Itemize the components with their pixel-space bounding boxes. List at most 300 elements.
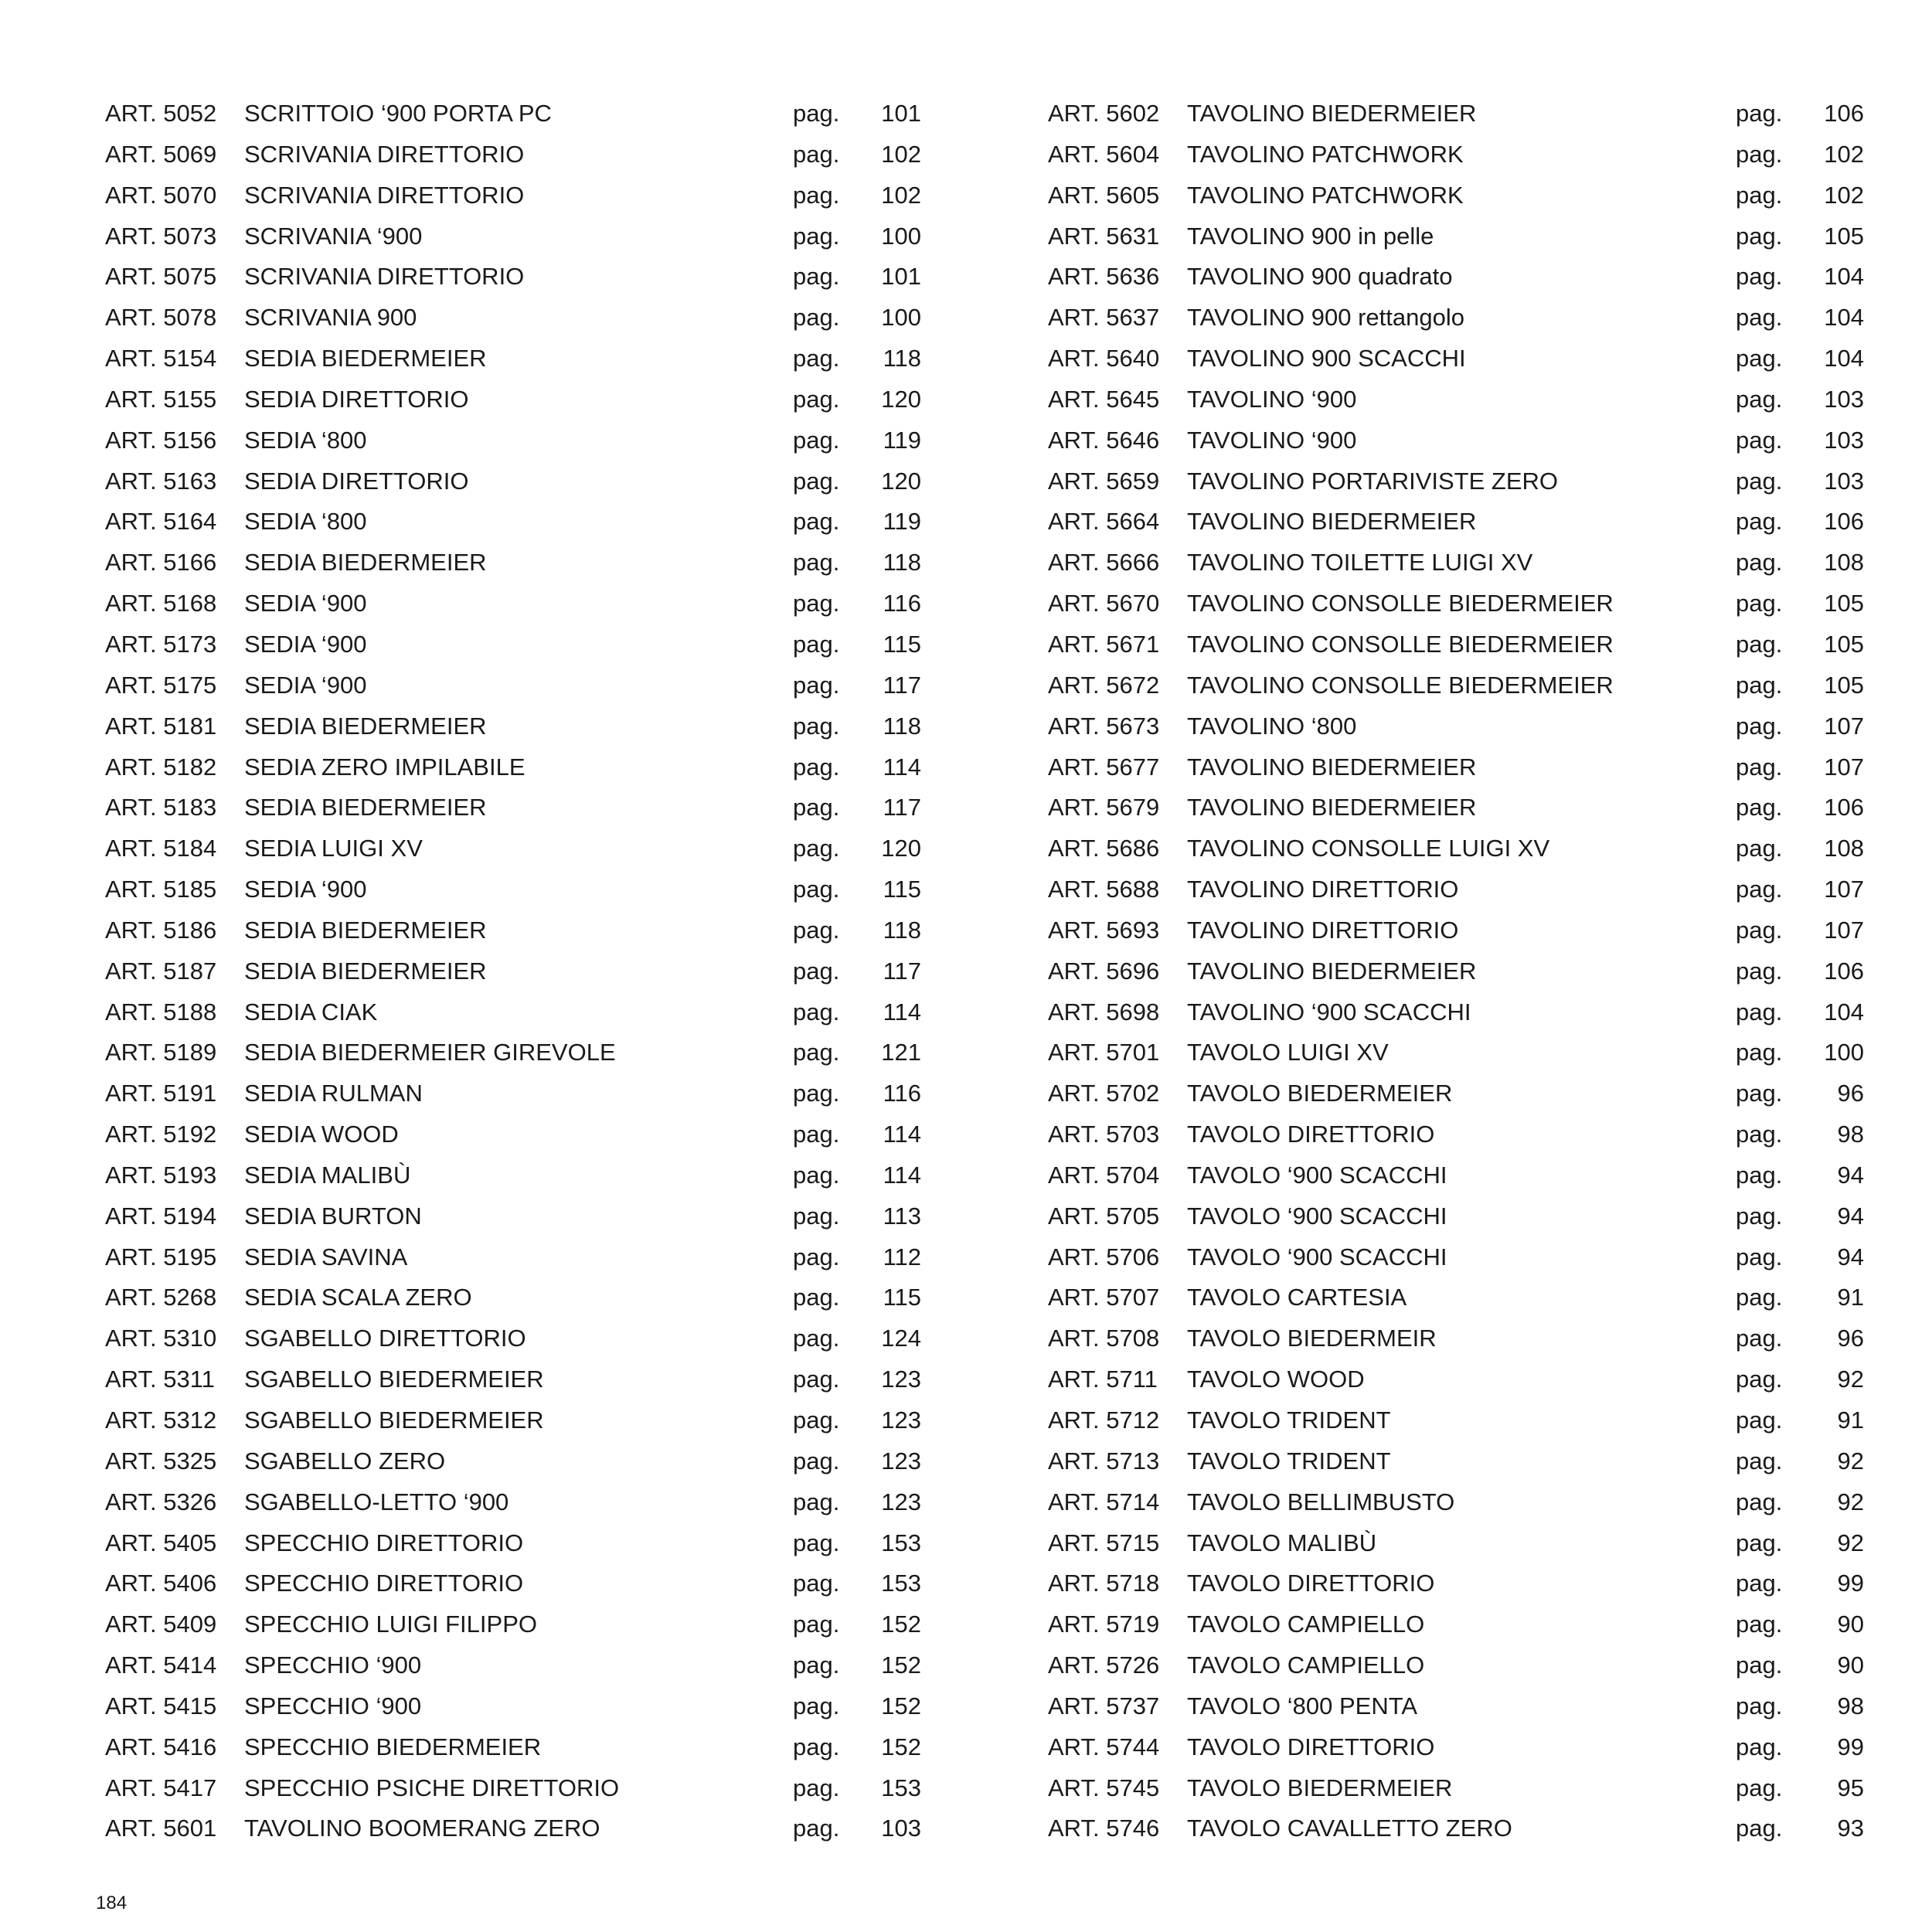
page-label: pag. [1736, 304, 1783, 332]
page-ref: 152 [881, 1651, 921, 1679]
page-ref: 95 [1837, 1774, 1864, 1801]
article-name: SGABELLO-LETTO ‘900 [244, 1488, 509, 1515]
article-name: SCRIVANIA ‘900 [244, 222, 423, 250]
page-label: pag. [793, 1121, 840, 1148]
page-ref: 114 [883, 753, 921, 781]
page-ref: 123 [881, 1447, 921, 1475]
page-ref: 153 [881, 1529, 921, 1556]
page-ref: 118 [883, 712, 921, 740]
article-code: ART. 5312 [105, 1406, 217, 1434]
article-name: TAVOLO CAMPIELLO [1187, 1611, 1425, 1638]
article-name: TAVOLO ‘800 PENTA [1187, 1692, 1418, 1719]
article-code: ART. 5073 [105, 222, 217, 250]
page-ref: 105 [1824, 222, 1864, 250]
page-label: pag. [1736, 385, 1783, 413]
page-ref: 124 [881, 1325, 921, 1352]
index-row [105, 298, 947, 338]
index-row [1048, 787, 1890, 828]
page-ref: 117 [883, 671, 921, 699]
page-ref: 107 [1824, 712, 1864, 740]
page-label: pag. [793, 712, 840, 740]
article-code: ART. 5711 [1048, 1366, 1158, 1393]
article-name: SPECCHIO ‘900 [244, 1651, 422, 1679]
page-label: pag. [793, 222, 840, 250]
article-name: SPECCHIO ‘900 [244, 1692, 422, 1719]
article-name: SEDIA ‘900 [244, 630, 367, 658]
page-label: pag. [1736, 1529, 1783, 1556]
article-name: SEDIA WOOD [244, 1121, 399, 1148]
page-ref: 115 [883, 630, 921, 658]
article-name: SCRIVANIA DIRETTORIO [244, 263, 525, 291]
article-name: TAVOLINO ‘800 [1187, 712, 1357, 740]
page-label: pag. [1736, 100, 1783, 127]
page-ref: 106 [1824, 100, 1864, 127]
page-label: pag. [793, 1284, 840, 1311]
page-label: pag. [1736, 1611, 1783, 1638]
article-name: TAVOLINO BIEDERMEIER [1187, 957, 1477, 985]
article-name: SGABELLO BIEDERMEIER [244, 1406, 544, 1434]
page-ref: 102 [1824, 140, 1864, 168]
index-row [1048, 1523, 1890, 1564]
page-ref: 119 [883, 426, 921, 454]
article-name: TAVOLINO PATCHWORK [1187, 140, 1464, 168]
page-ref: 104 [1824, 263, 1864, 291]
article-code: ART. 5646 [1048, 426, 1160, 454]
article-name: TAVOLO BIEDERMEIR [1187, 1325, 1437, 1352]
index-row [1048, 94, 1890, 134]
index-row [105, 1155, 947, 1196]
index-row [1048, 1237, 1890, 1278]
page-ref: 92 [1837, 1529, 1864, 1556]
article-name: SPECCHIO PSICHE DIRETTORIO [244, 1774, 620, 1801]
page-label: pag. [793, 1447, 840, 1475]
page-label: pag. [1736, 1325, 1783, 1352]
article-code: ART. 5406 [105, 1570, 217, 1597]
article-name: TAVOLINO DIRETTORIO [1187, 876, 1459, 903]
article-code: ART. 5715 [1048, 1529, 1160, 1556]
index-row [1048, 379, 1890, 420]
index-row [1048, 461, 1890, 502]
page-ref: 104 [1824, 998, 1864, 1026]
article-name: SEDIA BIEDERMEIER [244, 957, 487, 985]
article-name: TAVOLINO ‘900 SCACCHI [1187, 998, 1471, 1026]
index-row [105, 665, 947, 706]
article-code: ART. 5414 [105, 1651, 217, 1679]
index-row [105, 420, 947, 461]
page-ref: 120 [881, 835, 921, 862]
index-row [105, 992, 947, 1033]
page-label: pag. [1736, 140, 1783, 168]
page-label: pag. [1736, 345, 1783, 372]
index-row [1048, 1563, 1890, 1604]
article-name: SCRIVANIA 900 [244, 304, 417, 332]
page-label: pag. [1736, 753, 1783, 781]
article-code: ART. 5154 [105, 345, 217, 372]
page-label: pag. [1736, 1202, 1783, 1230]
article-name: TAVOLO TRIDENT [1187, 1406, 1391, 1434]
page-label: pag. [1736, 1161, 1783, 1189]
article-name: TAVOLO MALIBÙ [1187, 1529, 1377, 1556]
page-label: pag. [793, 1366, 840, 1393]
page-ref: 90 [1837, 1651, 1864, 1679]
article-code: ART. 5193 [105, 1161, 217, 1189]
index-row [1048, 1032, 1890, 1073]
article-name: TAVOLO CAMPIELLO [1187, 1651, 1425, 1679]
page-ref: 100 [881, 222, 921, 250]
page-label: pag. [793, 263, 840, 291]
index-row [105, 338, 947, 379]
index-row [105, 706, 947, 747]
article-code: ART. 5187 [105, 957, 217, 985]
article-name: SEDIA ‘800 [244, 508, 367, 536]
article-name: TAVOLINO ‘900 [1187, 426, 1357, 454]
article-code: ART. 5666 [1048, 549, 1160, 577]
article-name: SGABELLO DIRETTORIO [244, 1325, 526, 1352]
index-row [105, 1563, 947, 1604]
article-name: SEDIA DIRETTORIO [244, 385, 469, 413]
page-label: pag. [793, 181, 840, 209]
article-code: ART. 5417 [105, 1774, 217, 1801]
article-code: ART. 5195 [105, 1243, 217, 1270]
index-row [1048, 1318, 1890, 1359]
index-column-right [1048, 94, 1890, 1849]
page-label: pag. [793, 1243, 840, 1270]
index-row [105, 1400, 947, 1441]
page-label: pag. [793, 345, 840, 372]
index-row [105, 951, 947, 992]
page-label: pag. [793, 876, 840, 903]
page-ref: 114 [883, 998, 921, 1026]
page-ref: 108 [1824, 835, 1864, 862]
page-ref: 114 [883, 1121, 921, 1148]
article-code: ART. 5744 [1048, 1733, 1160, 1760]
page-ref: 113 [883, 1202, 921, 1230]
page-label: pag. [1736, 794, 1783, 821]
article-code: ART. 5688 [1048, 876, 1160, 903]
article-code: ART. 5155 [105, 385, 217, 413]
page-ref: 115 [883, 876, 921, 903]
article-code: ART. 5052 [105, 100, 217, 127]
index-row [105, 502, 947, 543]
article-code: ART. 5696 [1048, 957, 1160, 985]
article-code: ART. 5702 [1048, 1080, 1160, 1107]
index-row [1048, 257, 1890, 298]
article-code: ART. 5602 [1048, 100, 1160, 127]
page-ref: 112 [883, 1243, 921, 1270]
index-row [1048, 1645, 1890, 1686]
page-label: pag. [793, 794, 840, 821]
article-code: ART. 5188 [105, 998, 217, 1026]
article-code: ART. 5659 [1048, 467, 1160, 495]
article-code: ART. 5672 [1048, 671, 1160, 699]
index-row [1048, 1768, 1890, 1809]
article-code: ART. 5671 [1048, 630, 1160, 658]
page-label: pag. [793, 1692, 840, 1719]
page-label: pag. [793, 1815, 840, 1842]
index-row [1048, 543, 1890, 583]
page-label: pag. [793, 140, 840, 168]
page-ref: 106 [1824, 957, 1864, 985]
page-ref: 116 [883, 590, 921, 617]
page-ref: 103 [881, 1815, 921, 1842]
index-row [1048, 1277, 1890, 1318]
page-ref: 100 [881, 304, 921, 332]
page-ref: 104 [1824, 304, 1864, 332]
article-name: TAVOLINO CONSOLLE BIEDERMEIER [1187, 671, 1614, 699]
article-code: ART. 5705 [1048, 1202, 1160, 1230]
page-ref: 116 [883, 1080, 921, 1107]
article-name: TAVOLINO 900 rettangolo [1187, 304, 1464, 332]
page-label: pag. [793, 630, 840, 658]
page-ref: 102 [1824, 181, 1864, 209]
page-ref: 101 [881, 100, 921, 127]
index-row [105, 624, 947, 665]
page-ref: 105 [1824, 671, 1864, 699]
article-name: TAVOLINO TOILETTE LUIGI XV [1187, 549, 1533, 577]
page-ref: 93 [1837, 1815, 1864, 1842]
page-label: pag. [793, 753, 840, 781]
page-ref: 114 [883, 1161, 921, 1189]
page-ref: 117 [883, 794, 921, 821]
index-row [105, 747, 947, 788]
page-ref: 102 [881, 181, 921, 209]
page-ref: 105 [1824, 630, 1864, 658]
page-ref: 92 [1837, 1488, 1864, 1515]
index-row [1048, 706, 1890, 747]
article-code: ART. 5181 [105, 712, 217, 740]
index-row [105, 543, 947, 583]
page-ref: 123 [881, 1406, 921, 1434]
article-code: ART. 5078 [105, 304, 217, 332]
article-name: SEDIA LUIGI XV [244, 835, 423, 862]
page-ref: 123 [881, 1488, 921, 1515]
article-name: TAVOLINO CONSOLLE LUIGI XV [1187, 835, 1550, 862]
article-code: ART. 5640 [1048, 345, 1160, 372]
page-ref: 120 [881, 385, 921, 413]
page-ref: 103 [1824, 467, 1864, 495]
article-name: TAVOLINO DIRETTORIO [1187, 916, 1459, 944]
article-code: ART. 5679 [1048, 794, 1160, 821]
index-row [105, 1237, 947, 1278]
article-code: ART. 5069 [105, 140, 217, 168]
article-name: SEDIA ‘800 [244, 426, 367, 454]
article-name: SEDIA BIEDERMEIER [244, 549, 487, 577]
article-name: SPECCHIO LUIGI FILIPPO [244, 1611, 537, 1638]
article-name: SEDIA SAVINA [244, 1243, 408, 1270]
article-name: TAVOLINO BIEDERMEIER [1187, 100, 1477, 127]
article-code: ART. 5184 [105, 835, 217, 862]
index-row [105, 1196, 947, 1237]
article-name: SGABELLO BIEDERMEIER [244, 1366, 544, 1393]
page-ref: 152 [881, 1611, 921, 1638]
page-ref: 107 [1824, 876, 1864, 903]
page-label: pag. [1736, 181, 1783, 209]
page-ref: 99 [1837, 1733, 1864, 1760]
page-ref: 104 [1824, 345, 1864, 372]
page-ref: 118 [883, 916, 921, 944]
index-row [1048, 1359, 1890, 1400]
page-label: pag. [1736, 1488, 1783, 1515]
index-row [1048, 216, 1890, 257]
index-row [105, 461, 947, 502]
page-number: 184 [96, 1893, 128, 1913]
index-row [105, 379, 947, 420]
page-ref: 106 [1824, 794, 1864, 821]
article-code: ART. 5605 [1048, 181, 1160, 209]
page-ref: 152 [881, 1692, 921, 1719]
page-ref: 107 [1824, 916, 1864, 944]
article-code: ART. 5704 [1048, 1161, 1160, 1189]
article-name: TAVOLO CAVALLETTO ZERO [1187, 1815, 1512, 1842]
article-code: ART. 5604 [1048, 140, 1160, 168]
page-ref: 96 [1837, 1325, 1864, 1352]
article-name: SEDIA RULMAN [244, 1080, 423, 1107]
index-row [1048, 1073, 1890, 1114]
page-label: pag. [793, 385, 840, 413]
index-row [105, 828, 947, 869]
article-code: ART. 5693 [1048, 916, 1160, 944]
article-code: ART. 5173 [105, 630, 217, 658]
page-label: pag. [793, 916, 840, 944]
article-name: SEDIA MALIBÙ [244, 1161, 411, 1189]
article-name: TAVOLO BIEDERMEIER [1187, 1774, 1453, 1801]
page-label: pag. [793, 1733, 840, 1760]
page-label: pag. [1736, 1366, 1783, 1393]
article-name: TAVOLINO BIEDERMEIER [1187, 508, 1477, 536]
article-name: SPECCHIO DIRETTORIO [244, 1529, 524, 1556]
index-row [105, 583, 947, 624]
article-code: ART. 5168 [105, 590, 217, 617]
article-name: SEDIA CIAK [244, 998, 378, 1026]
index-row [1048, 420, 1890, 461]
index-row [1048, 1155, 1890, 1196]
page-label: pag. [793, 1161, 840, 1189]
page-label: pag. [1736, 222, 1783, 250]
page-ref: 96 [1837, 1080, 1864, 1107]
index-row [1048, 951, 1890, 992]
article-name: SEDIA BURTON [244, 1202, 422, 1230]
page-label: pag. [1736, 1447, 1783, 1475]
index-row [105, 1359, 947, 1400]
article-name: TAVOLO DIRETTORIO [1187, 1733, 1435, 1760]
page-label: pag. [793, 508, 840, 536]
page-ref: 123 [881, 1366, 921, 1393]
article-name: TAVOLINO BIEDERMEIER [1187, 794, 1477, 821]
index-row [105, 216, 947, 257]
page-label: pag. [1736, 1570, 1783, 1597]
article-code: ART. 5186 [105, 916, 217, 944]
article-code: ART. 5156 [105, 426, 217, 454]
page-label: pag. [793, 1039, 840, 1066]
index-row [1048, 1482, 1890, 1523]
page-ref: 94 [1837, 1202, 1864, 1230]
page-label: pag. [1736, 1243, 1783, 1270]
article-name: SEDIA DIRETTORIO [244, 467, 469, 495]
page-label: pag. [793, 957, 840, 985]
article-code: ART. 5164 [105, 508, 217, 536]
article-code: ART. 5645 [1048, 385, 1160, 413]
page-ref: 99 [1837, 1570, 1864, 1597]
page-label: pag. [793, 549, 840, 577]
article-name: TAVOLO TRIDENT [1187, 1447, 1391, 1475]
index-row [1048, 665, 1890, 706]
index-row [105, 1768, 947, 1809]
page-ref: 153 [881, 1570, 921, 1597]
index-row [105, 1441, 947, 1482]
article-name: TAVOLO ‘900 SCACCHI [1187, 1202, 1447, 1230]
page-label: pag. [793, 304, 840, 332]
article-name: TAVOLINO BIEDERMEIER [1187, 753, 1477, 781]
page-label: pag. [793, 100, 840, 127]
article-code: ART. 5183 [105, 794, 217, 821]
page-ref: 90 [1837, 1611, 1864, 1638]
page-ref: 120 [881, 467, 921, 495]
page-ref: 107 [1824, 753, 1864, 781]
article-code: ART. 5189 [105, 1039, 217, 1066]
index-row [105, 134, 947, 175]
page-label: pag. [793, 1774, 840, 1801]
article-name: SPECCHIO BIEDERMEIER [244, 1733, 542, 1760]
article-name: TAVOLO ‘900 SCACCHI [1187, 1243, 1447, 1270]
page-label: pag. [1736, 549, 1783, 577]
index-row [1048, 1441, 1890, 1482]
page-label: pag. [793, 1080, 840, 1107]
page-label: pag. [793, 1406, 840, 1434]
page-label: pag. [1736, 876, 1783, 903]
page-label: pag. [1736, 998, 1783, 1026]
article-name: SEDIA BIEDERMEIER [244, 345, 487, 372]
index-row [1048, 624, 1890, 665]
article-code: ART. 5601 [105, 1815, 217, 1842]
index-row [105, 1727, 947, 1768]
article-code: ART. 5405 [105, 1529, 217, 1556]
page-label: pag. [793, 1488, 840, 1515]
page-ref: 115 [883, 1284, 921, 1311]
index-row [105, 1073, 947, 1114]
article-code: ART. 5636 [1048, 263, 1160, 291]
page-ref: 98 [1837, 1692, 1864, 1719]
page-label: pag. [793, 1529, 840, 1556]
index-row [1048, 1604, 1890, 1645]
page-ref: 121 [881, 1039, 921, 1066]
page-ref: 94 [1837, 1243, 1864, 1270]
page-label: pag. [793, 835, 840, 862]
article-code: ART. 5701 [1048, 1039, 1160, 1066]
page-label: pag. [793, 426, 840, 454]
article-code: ART. 5714 [1048, 1488, 1160, 1515]
article-code: ART. 5712 [1048, 1406, 1160, 1434]
index-row [1048, 1686, 1890, 1727]
page-label: pag. [793, 590, 840, 617]
page-ref: 118 [883, 549, 921, 577]
index-row [105, 869, 947, 910]
index-row [1048, 1114, 1890, 1155]
article-code: ART. 5637 [1048, 304, 1160, 332]
article-code: ART. 5664 [1048, 508, 1160, 536]
article-name: TAVOLINO CONSOLLE BIEDERMEIER [1187, 630, 1614, 658]
index-row [105, 257, 947, 298]
page-label: pag. [793, 998, 840, 1026]
article-code: ART. 5713 [1048, 1447, 1160, 1475]
page-ref: 153 [881, 1774, 921, 1801]
index-row [105, 1318, 947, 1359]
article-code: ART. 5718 [1048, 1570, 1160, 1597]
page-label: pag. [1736, 630, 1783, 658]
page-ref: 119 [883, 508, 921, 536]
page-label: pag. [1736, 1080, 1783, 1107]
article-name: TAVOLINO PORTARIVISTE ZERO [1187, 467, 1559, 495]
index-row [1048, 502, 1890, 543]
